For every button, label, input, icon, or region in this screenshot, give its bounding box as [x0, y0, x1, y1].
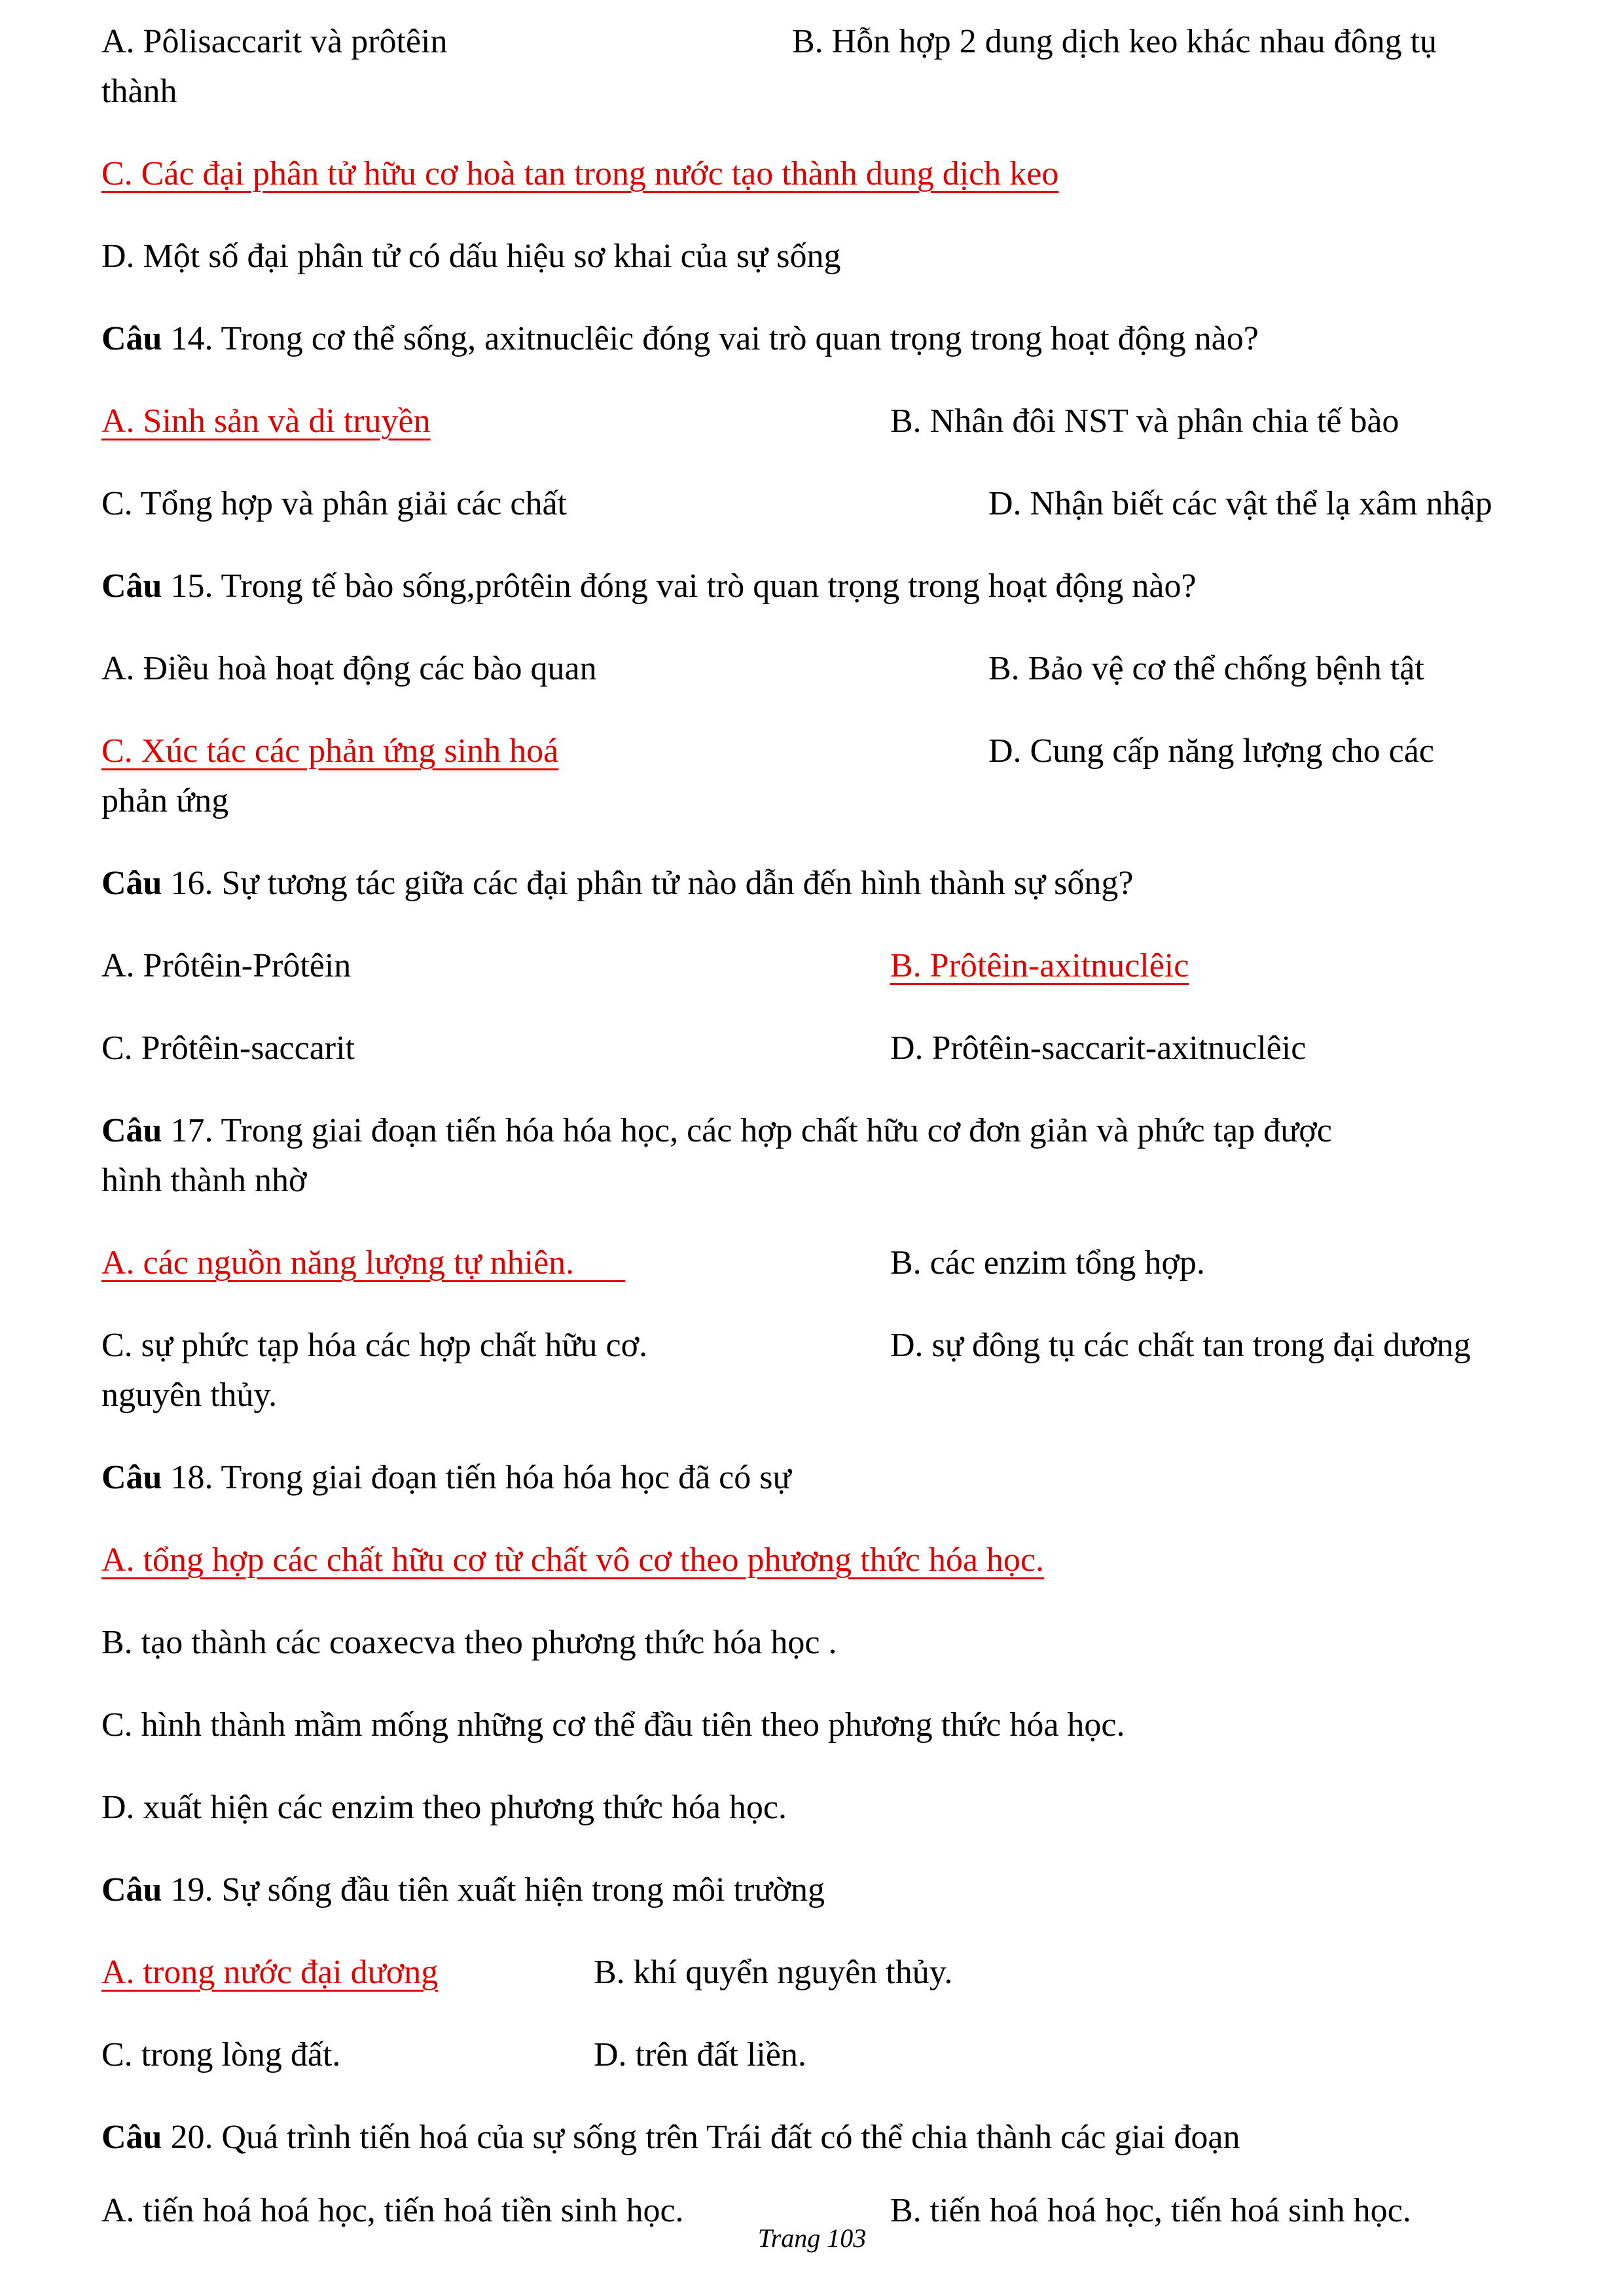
- q15-option-b: B. Bảo vệ cơ thể chống bệnh tật: [988, 650, 1424, 687]
- q18-text: 18. Trong giai đoạn tiến hóa hóa học đã có sự: [162, 1459, 791, 1496]
- q18-option-a-correct: A. tổng hợp các chất hữu cơ từ chất vô cơ theo phương thức hóa học.: [101, 1541, 1045, 1579]
- q14-stem: [101, 317, 1259, 361]
- q17-stem-cont: hình thành nhờ: [101, 1162, 307, 1199]
- q20-stem: [101, 2115, 1240, 2160]
- q16-text: 16. Sự tương tác giữa các đại phân tử nào dẫn đến hình thành sự sống?: [162, 865, 1134, 902]
- q20-option-b: B. tiến hoá hoá học, tiến hoá sinh học.: [890, 2192, 1411, 2229]
- q19-option-b: B. khí quyển nguyên thủy.: [594, 1954, 953, 1991]
- q18-option-d: D. xuất hiện các enzim theo phương thức hóa học.: [101, 1789, 787, 1826]
- q15-option-a: A. Điều hoà hoạt động các bào quan: [101, 650, 597, 687]
- q19-label: Câu: [101, 1871, 162, 1909]
- q17-option-b: B. các enzim tổng hợp.: [890, 1244, 1205, 1282]
- q20-label: Câu: [101, 2119, 162, 2156]
- q15-label: Câu: [101, 567, 162, 605]
- q13-option-a: A. Pôlisaccarit và prôtêin: [101, 23, 448, 60]
- q18-option-b: B. tạo thành các coaxecva theo phương thức hóa học .: [101, 1624, 837, 1661]
- q14-label: Câu: [101, 320, 162, 357]
- q17-label: Câu: [101, 1112, 162, 1149]
- q17-option-a-correct: A. các nguồn năng lượng tự nhiên.: [101, 1244, 626, 1282]
- q19-option-d: D. trên đất liền.: [594, 2036, 806, 2073]
- q13-option-b: B. Hỗn hợp 2 dung dịch keo khác nhau đông tụ: [792, 23, 1437, 60]
- q14-option-b: B. Nhân đôi NST và phân chia tế bào: [890, 403, 1399, 440]
- page-number: Trang 103: [757, 2223, 867, 2253]
- q17-stem: [101, 1109, 1332, 1153]
- q13-option-b-cont: thành: [101, 73, 177, 110]
- q16-option-a: A. Prôtêin-Prôtêin: [101, 947, 352, 984]
- q14-text: 14. Trong cơ thể sống, axitnuclêic đóng vai trò quan trọng trong hoạt động nào?: [162, 320, 1259, 357]
- q20-option-a: A. tiến hoá hoá học, tiến hoá tiền sinh học.: [101, 2192, 684, 2229]
- q16-option-d: D. Prôtêin-saccarit-axitnuclêic: [890, 1030, 1307, 1067]
- q19-option-a-correct: A. trong nước đại dương: [101, 1954, 439, 1991]
- q14-option-c: C. Tổng hợp và phân giải các chất: [101, 485, 567, 522]
- q14-option-d: D. Nhận biết các vật thể lạ xâm nhập: [988, 485, 1492, 522]
- q19-stem: [101, 1868, 825, 1912]
- q16-stem: [101, 861, 1133, 906]
- q19-text: 19. Sự sống đầu tiên xuất hiện trong môi trường: [162, 1871, 825, 1909]
- q16-option-b-correct: B. Prôtêin-axitnuclêic: [890, 947, 1189, 984]
- q19-option-c: C. trong lòng đất.: [101, 2036, 341, 2073]
- q20-text: 20. Quá trình tiến hoá của sự sống trên Trái đất có thể chia thành các giai đoạn: [162, 2119, 1240, 2156]
- q17-option-d: D. sự đông tụ các chất tan trong đại dương: [890, 1327, 1471, 1364]
- q13-option-d: D. Một số đại phân tử có dấu hiệu sơ khai của sự sống: [101, 238, 841, 275]
- q15-text: 15. Trong tế bào sống,prôtêin đóng vai trò quan trọng trong hoạt động nào?: [162, 567, 1197, 605]
- q14-option-a-correct: A. Sinh sản và di truyền: [101, 403, 431, 440]
- q13-option-c-correct: C. Các đại phân tử hữu cơ hoà tan trong nước tạo thành dung dịch keo: [101, 155, 1059, 192]
- q16-option-c: C. Prôtêin-saccarit: [101, 1030, 355, 1067]
- q15-option-d: D. Cung cấp năng lượng cho các: [988, 732, 1434, 770]
- q15-option-c-correct: C. Xúc tác các phản ứng sinh hoá: [101, 732, 559, 770]
- q15-option-d-cont: phản ứng: [101, 782, 229, 819]
- q15-stem: [101, 564, 1197, 609]
- q18-stem: [101, 1456, 791, 1500]
- q17-option-c: C. sự phức tạp hóa các hợp chất hữu cơ.: [101, 1327, 648, 1364]
- q18-option-c: C. hình thành mầm mống những cơ thể đầu tiên theo phương thức hóa học.: [101, 1706, 1125, 1744]
- q17-text: 17. Trong giai đoạn tiến hóa hóa học, các hợp chất hữu cơ đơn giản và phức tạp được: [162, 1112, 1332, 1149]
- q17-option-d-cont: nguyên thủy.: [101, 1376, 278, 1414]
- q18-label: Câu: [101, 1459, 162, 1496]
- q16-label: Câu: [101, 865, 162, 902]
